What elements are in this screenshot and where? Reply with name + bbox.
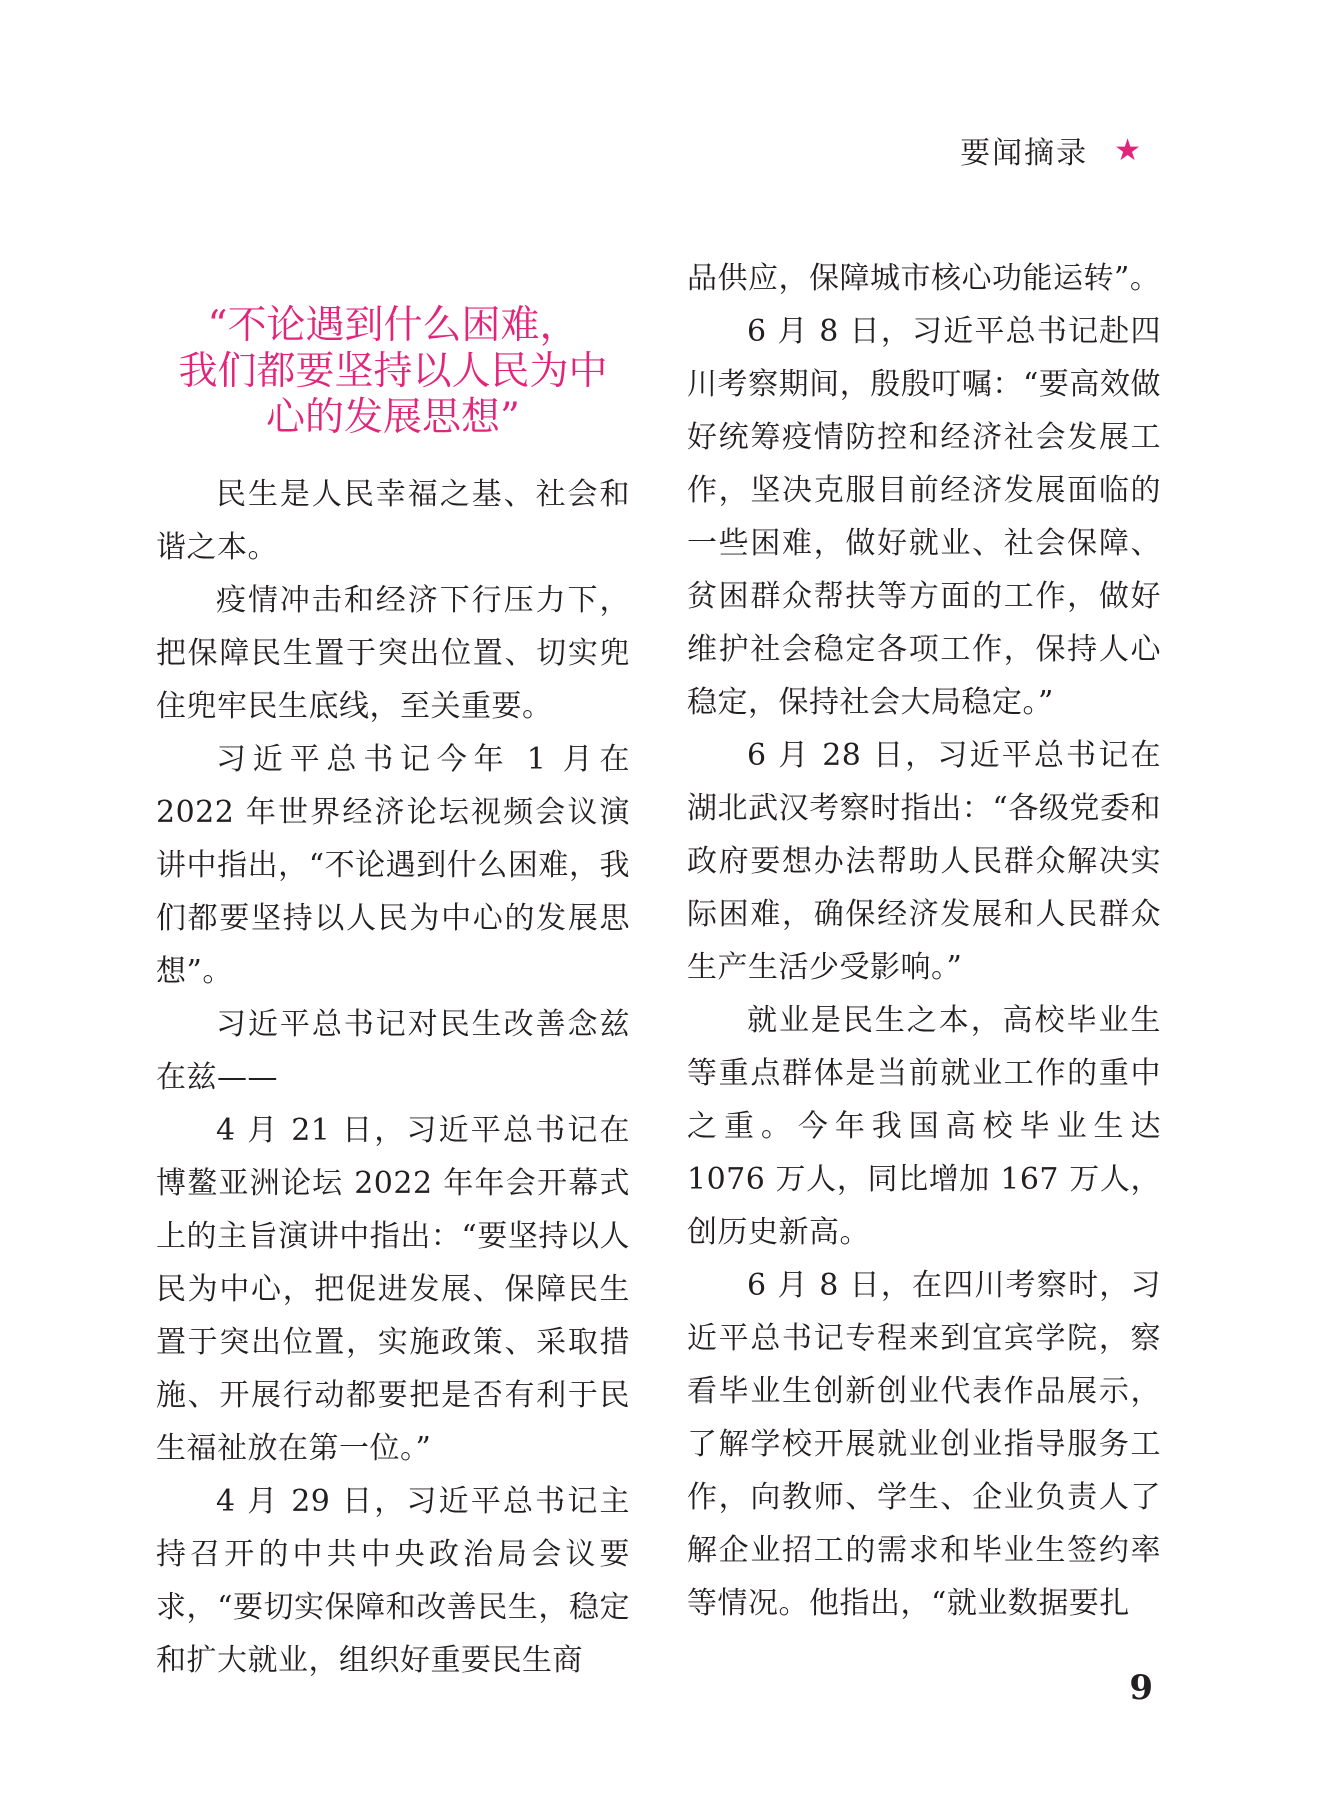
paragraph: 6 月 8 日，在四川考察时，习近平总书记专程来到宜宾学院，察看毕业生创新创业代表作品展示，了解学校开展就业创业指导服务工作，向教师、学生、企业负责人了解企业招工的需求和毕业生签约率等情况。他指出，“就业数据要扎 (687, 1268, 1161, 1621)
paragraph: 习近平总书记今年 1 月在 2022 年世界经济论坛视频会议演讲中指出，“不论遇到什么困难，我们都要坚持以人民为中心的发展思想”。 (156, 742, 630, 989)
headline-line-2: 我们都要坚持以人民为中 (178, 349, 608, 394)
right-column-body (687, 252, 1161, 1630)
paragraph: 习近平总书记对民生改善念兹在兹—— (156, 1007, 630, 1095)
paragraph: 民生是人民幸福之基、社会和谐之本。 (156, 477, 630, 565)
headline-line-1: “不论遇到什么困难， (207, 303, 579, 348)
section-title: 要闻摘录 (960, 136, 1089, 171)
paragraph: 就业是民生之本，高校毕业生等重点群体是当前就业工作的重中之重。今年我国高校毕业生达 1076 万人，同比增加 167 万人，创历史新高。 (687, 1003, 1161, 1250)
paragraph: 疫情冲击和经济下行压力下，把保障民生置于突出位置、切实兜住兜牢民生底线，至关重要。 (156, 583, 630, 724)
paragraph: 6 月 28 日，习近平总书记在湖北武汉考察时指出：“各级党委和政府要想办法帮助人民群众解决实际困难，确保经济发展和人民群众生产生活少受影响。” (687, 738, 1161, 985)
running-header (960, 128, 1143, 172)
paragraph-continued: 品供应，保障城市核心功能运转”。 (687, 261, 1161, 296)
headline-line-3: 心的发展思想” (266, 395, 520, 440)
star-icon: ★ (1114, 132, 1143, 168)
paragraph: 4 月 21 日，习近平总书记在博鳌亚洲论坛 2022 年年会开幕式上的主旨演讲中指出：“要坚持以人民为中心，把促进发展、保障民生置于突出位置，实施政策、采取措施、开展行动都要把是否有利于民生福祉放在第一位。” (156, 1113, 630, 1466)
left-column-body (156, 468, 630, 1687)
article-headline (156, 303, 630, 441)
paragraph: 4 月 29 日，习近平总书记主持召开的中共中央政治局会议要求，“要切实保障和改善民生，稳定和扩大就业，组织好重要民生商 (156, 1484, 630, 1678)
paragraph: 6 月 8 日，习近平总书记赴四川考察期间，殷殷叮嘱：“要高效做好统筹疫情防控和经济社会发展工作，坚决克服目前经济发展面临的一些困难，做好就业、社会保障、贫困群众帮扶等方面的工作，做好维护社会稳定各项工作，保持人心稳定，保持社会大局稳定。” (687, 314, 1161, 720)
page-number: 9 (1129, 1668, 1153, 1708)
